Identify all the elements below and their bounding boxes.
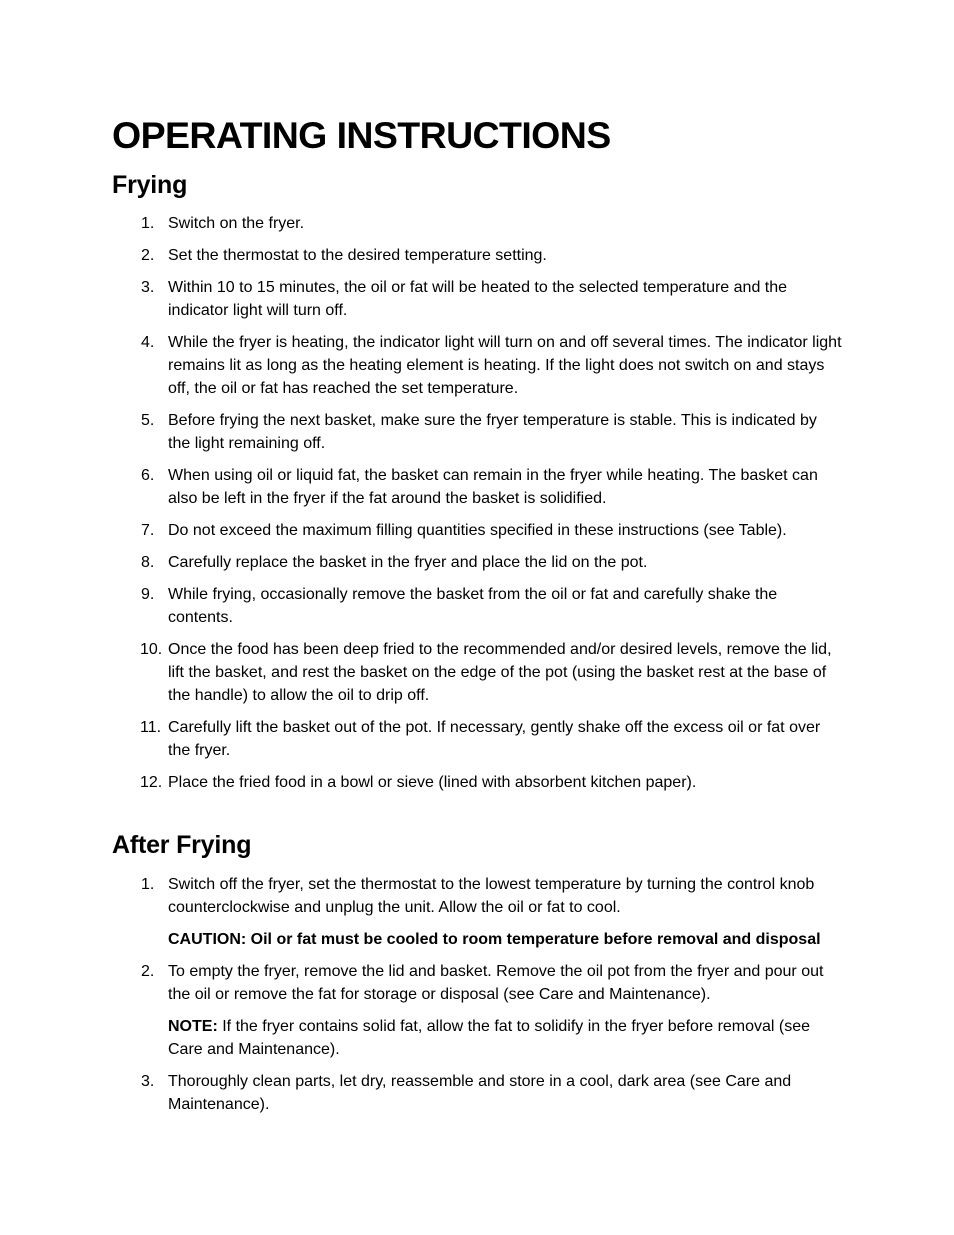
list-item: 2. To empty the fryer, remove the lid and basket. Remove the oil pot from the fryer and pour out the oil or remove the fat for storage or disposal (see Care and Maintenance). NOTE: If the fryer contains solid fat, allow the fat to solidify in the fryer before removal (see Care and Maintenance). [112,960,842,1061]
section-heading-frying: Frying [112,171,188,199]
note-label: NOTE: [168,1018,218,1035]
section-heading-after-frying: After Frying [112,831,252,859]
list-item: 1. Switch off the fryer, set the thermostat to the lowest temperature by turning the control knob counterclockwise and unplug the unit. Allow the oil or fat to cool. CAUTION: Oil or fat must be cooled to room temperature before removal and disposal [112,873,842,951]
list-item: 11. Carefully lift the basket out of the pot. If necessary, gently shake off the excess oil or fat over the fryer. [140,719,821,759]
list-item: 2. Set the thermostat to the desired temperature setting. [141,247,547,264]
list-item: 9. While frying, occasionally remove the basket from the oil or fat and carefully shake the contents. [141,586,778,626]
list-item: 3. Within 10 to 15 minutes, the oil or fat will be heated to the selected temperature and the indicator light will turn off. [141,279,788,319]
note-text: NOTE: If the fryer contains solid fat, allow the fat to solidify in the fryer before removal (see Care and Maintenance). [168,1018,811,1058]
list-item: 4. While the fryer is heating, the indicator light will turn on and off several times. The indicator light remains lit as long as the heating element is heating. If the light does not switch on and stays off, the oil or fat has reached the set temperature. [141,334,842,397]
frying-steps-list [112,212,842,803]
page-title: OPERATING INSTRUCTIONS [112,114,611,156]
list-item: 5. Before frying the next basket, make sure the fryer temperature is stable. This is indicated by the light remaining off. [141,412,817,452]
list-item: 7. Do not exceed the maximum filling quantities specified in these instructions (see Table). [141,522,787,539]
list-item: 8. Carefully replace the basket in the fryer and place the lid on the pot. [141,554,648,571]
after-frying-steps-list [112,873,842,1125]
list-item: 12. Place the fried food in a bowl or sieve (lined with absorbent kitchen paper). [140,774,697,791]
list-item: 10. Once the food has been deep fried to the recommended and/or desired levels, remove the lid, lift the basket, and rest the basket on the edge of the pot (using the basket rest at the base of the handle) to allow the oil to drip off. [140,641,832,704]
list-item: 3. Thoroughly clean parts, let dry, reassemble and store in a cool, dark area (see Care and Maintenance). [141,1073,792,1113]
list-item: 1. Switch on the fryer. [141,215,305,232]
list-item: 6. When using oil or liquid fat, the basket can remain in the fryer while heating. The basket can also be left in the fryer if the fat around the basket is solidified. [141,467,818,507]
caution-text: CAUTION: Oil or fat must be cooled to room temperature before removal and disposal [168,931,821,948]
